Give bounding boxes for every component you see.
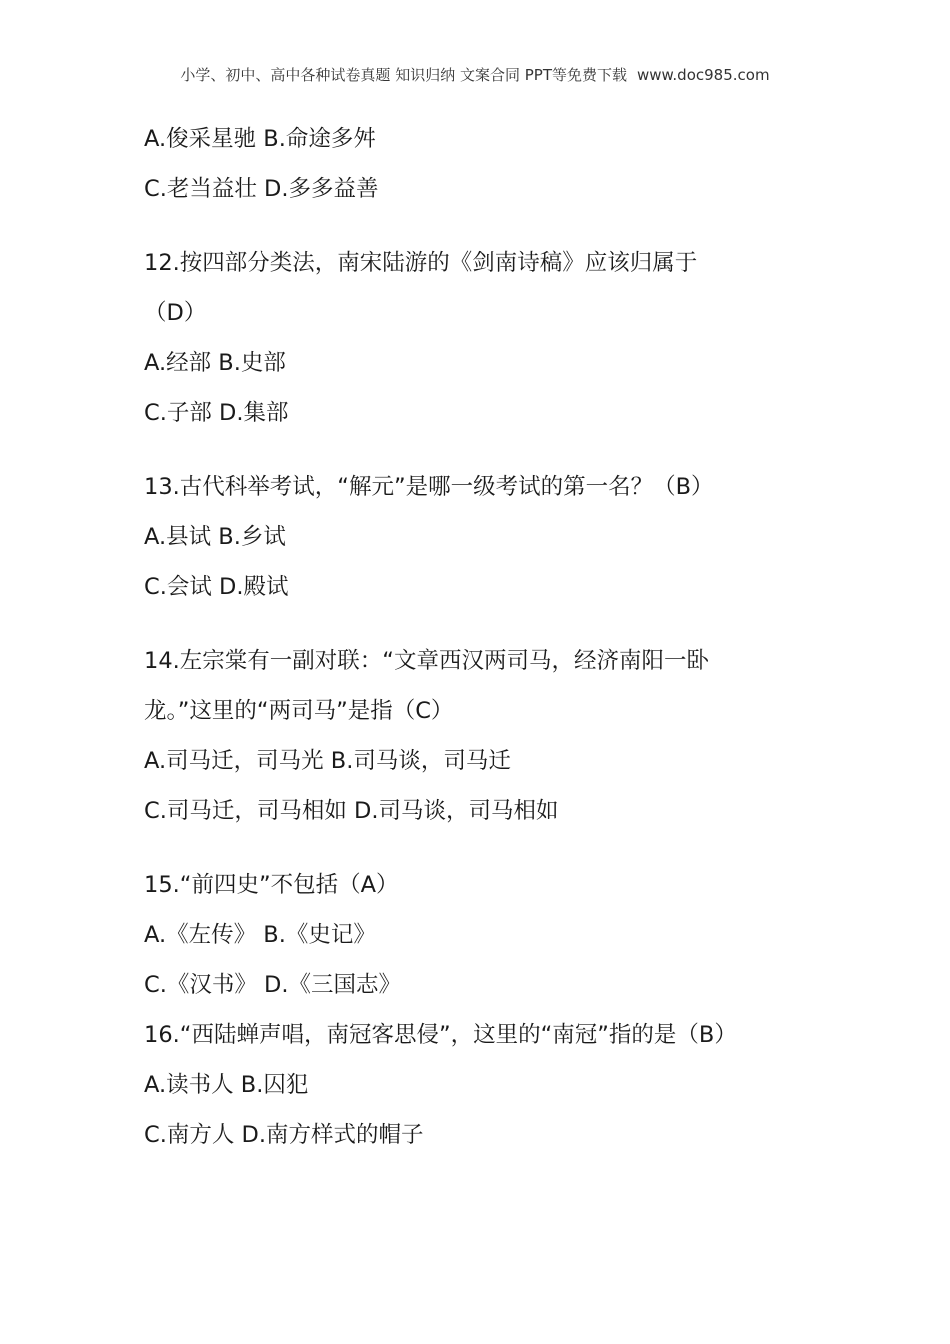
question-12	[144, 238, 784, 438]
q12-option-cd: C.子部 D.集部	[144, 400, 289, 426]
page-header	[0, 64, 950, 85]
question-14	[144, 636, 784, 836]
q13-option-ab: A.县试 B.乡试	[144, 524, 286, 550]
q15-option-cd: C.《汉书》 D.《三国志》	[144, 972, 401, 998]
q11-option-cd: C.老当益壮 D.多多益善	[144, 176, 379, 202]
q11-option-ab: A.俊采星驰 B.命途多舛	[144, 126, 376, 152]
question-15	[144, 860, 784, 1010]
q16-question: 16.“西陆蝉声唱，南冠客思侵”，这里的“南冠”指的是（B）	[144, 1022, 737, 1048]
question-11-options	[144, 114, 784, 214]
q14-question-line1: 14.左宗棠有一副对联：“文章西汉两司马，经济南阳一卧	[144, 648, 709, 674]
q15-option-ab: A.《左传》 B.《史记》	[144, 922, 376, 948]
header-text: 小学、初中、高中各种试卷真题 知识归纳 文案合同 PPT等免费下载	[180, 66, 627, 84]
header-site-link[interactable]: www.doc985.com	[636, 66, 770, 84]
question-16	[144, 1010, 784, 1160]
q14-option-cd: C.司马迁，司马相如 D.司马谈，司马相如	[144, 798, 559, 824]
document-body	[144, 114, 784, 1160]
q16-option-ab: A.读书人 B.囚犯	[144, 1072, 309, 1098]
q13-option-cd: C.会试 D.殿试	[144, 574, 289, 600]
q13-question: 13.古代科举考试，“解元”是哪一级考试的第一名？（B）	[144, 474, 714, 500]
q14-question-line2: 龙。”这里的“两司马”是指（C）	[144, 698, 454, 724]
q14-option-ab: A.司马迁，司马光 B.司马谈，司马迁	[144, 748, 511, 774]
q12-question-line1: 12.按四部分类法，南宋陆游的《剑南诗稿》应该归属于	[144, 250, 698, 276]
q12-option-ab: A.经部 B.史部	[144, 350, 286, 376]
q16-option-cd: C.南方人 D.南方样式的帽子	[144, 1122, 424, 1148]
q15-question: 15.“前四史”不包括（A）	[144, 872, 399, 898]
question-13	[144, 462, 784, 612]
q12-question-line2: （D）	[144, 300, 207, 326]
